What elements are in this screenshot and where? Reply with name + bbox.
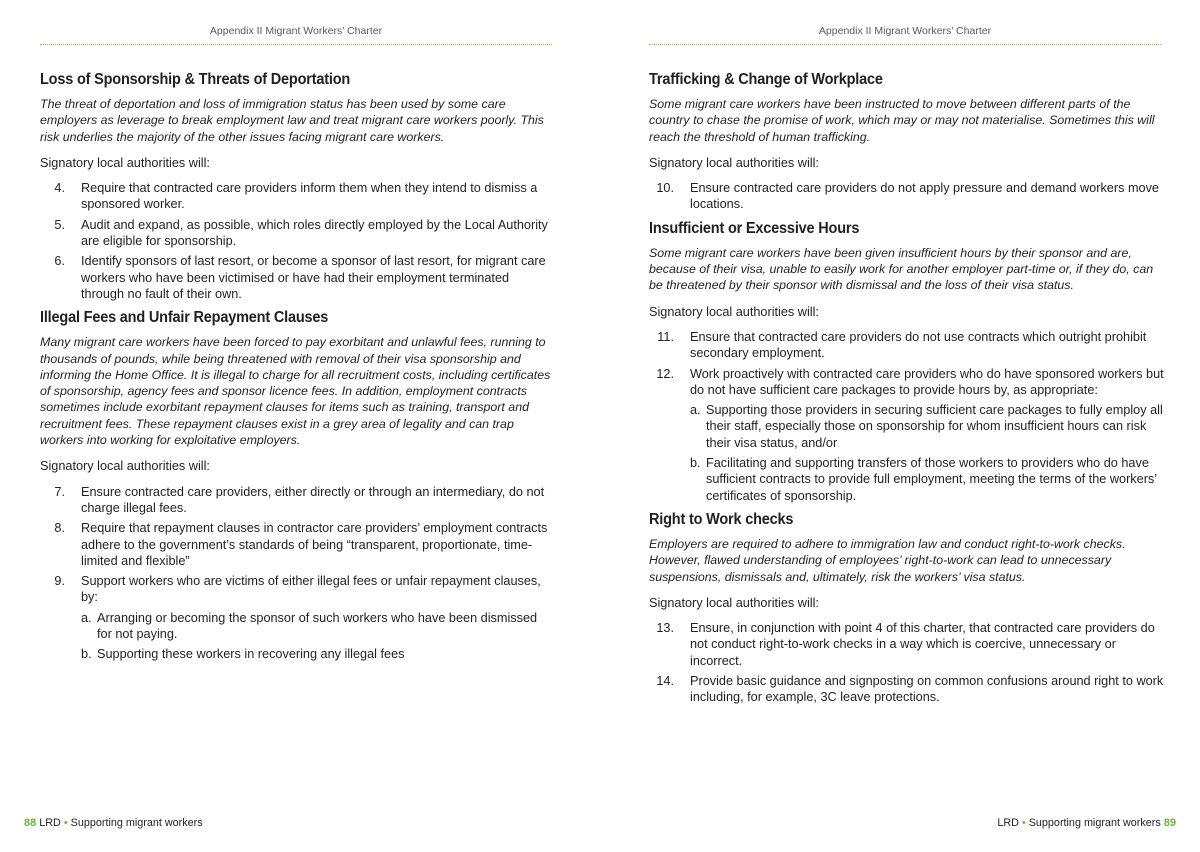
point-number: 6. — [54, 254, 65, 269]
section-intro: Employers are required to adhere to immigration law and conduct right-to-work checks. However, flawed understanding of employees’ right-to-work can lead to unnecessary suspensions, dismissals and, ultimately, risk the workers’ visa status. — [649, 536, 1126, 584]
footer-org: LRD — [997, 817, 1019, 829]
page-footer — [24, 817, 203, 829]
sub-point-letter: a. — [81, 610, 92, 625]
point-number: 10. — [656, 181, 674, 196]
left-content — [40, 70, 555, 669]
points-list — [649, 329, 1164, 504]
page-number: 89 — [1163, 817, 1176, 829]
signatory-line: Signatory local authorities will: — [649, 155, 819, 170]
point-item — [40, 253, 555, 302]
running-header: Appendix II Migrant Workers’ Charter — [209, 25, 383, 37]
point-text: Provide basic guidance and signposting on common confusions around right to work including, for example, 3C leave protections. — [690, 674, 1164, 705]
sub-point-item — [81, 646, 555, 662]
sub-point-item — [690, 455, 1164, 504]
points-list — [40, 180, 555, 302]
point-text: Identify sponsors of last resort, or become a sponsor of last resort, for migrant care workers who have been victimised or have had their employment terminated through no fault of their own. — [81, 254, 546, 301]
sub-point-item — [81, 610, 555, 643]
signatory-line: Signatory local authorities will: — [649, 595, 819, 610]
page-number: 88 — [24, 817, 37, 829]
sub-point-text: Supporting those providers in securing sufficient care packages to fully employ all their staff, especially those on sponsorship for whom insufficient hours can risk their visa status, and/or — [706, 403, 1163, 450]
point-item — [40, 180, 555, 213]
point-item — [40, 484, 555, 517]
point-number: 13. — [656, 621, 674, 636]
sub-point-text: Arranging or becoming the sponsor of such workers who have been dismissed for not paying. — [97, 610, 538, 642]
section-heading: Illegal Fees and Unfair Repayment Clauses — [40, 309, 329, 327]
point-text: Support workers who are victims of either illegal fees or unfair repayment clauses, by: — [81, 574, 541, 605]
section-intro: Some migrant care workers have been instructed to move between different parts of the country to chase the promise of work, which may or may not materialise. Sometimes this will reach the threshold of human trafficking. — [649, 97, 1155, 144]
point-number: 12. — [656, 366, 674, 381]
right-content — [649, 70, 1164, 712]
footer-title: Supporting migrant workers — [70, 817, 203, 829]
point-text: Ensure, in conjunction with point 4 of this charter, that contracted care providers do not conduct right-to-work checks in a way which is coercive, unnecessary or incorrect. — [690, 621, 1155, 668]
right-page — [600, 0, 1200, 852]
point-item — [649, 329, 1164, 362]
point-number: 9. — [54, 574, 65, 589]
footer-org: LRD — [39, 817, 61, 829]
signatory-line: Signatory local authorities will: — [649, 304, 819, 319]
sub-point-text: Supporting these workers in recovering any illegal fees — [97, 647, 405, 662]
footer-bullet: • — [1021, 817, 1026, 829]
section-intro: Some migrant care workers have been given insufficient hours by their sponsor and are, because of their visa, unable to easily work for another employer part-time or, if they do, can be threatened by their sponsor with dismissal and the loss of their visa status. — [649, 245, 1154, 293]
point-number: 4. — [54, 181, 65, 196]
signatory-line: Signatory local authorities will: — [40, 155, 210, 170]
point-text: Work proactively with contracted care providers who do have sponsored workers but do not have sufficient care packages to provide hours by, as appropriate: — [690, 366, 1164, 397]
sub-points-list — [81, 610, 555, 663]
point-item — [40, 520, 555, 569]
signatory-line: Signatory local authorities will: — [40, 459, 210, 474]
sub-point-letter: b. — [690, 456, 701, 471]
running-header: Appendix II Migrant Workers’ Charter — [818, 25, 992, 37]
point-text: Ensure that contracted care providers do not use contracts which outright prohibit secondary employment. — [690, 329, 1147, 361]
point-text: Require that contracted care providers inform them when they intend to dismiss a sponsored worker. — [81, 181, 538, 212]
point-number: 11. — [657, 329, 674, 344]
point-number: 7. — [54, 484, 65, 499]
point-item — [649, 366, 1164, 504]
header-rule — [40, 44, 552, 45]
page-footer — [997, 817, 1176, 829]
points-list — [40, 484, 555, 663]
sub-points-list — [690, 402, 1164, 504]
point-text: Ensure contracted care providers, either directly or through an intermediary, do not charge illegal fees. — [81, 484, 545, 515]
point-item — [649, 620, 1164, 669]
point-text: Audit and expand, as possible, which roles directly employed by the Local Authority are eligible for sponsorship. — [81, 217, 548, 249]
points-list — [649, 620, 1164, 705]
sub-point-item — [690, 402, 1164, 451]
sub-point-text: Facilitating and supporting transfers of those workers to providers who do have sufficient contracts to provide full employment, meeting the terms of the workers’ certificates of sponsorship. — [706, 456, 1157, 503]
point-item — [40, 217, 555, 250]
point-number: 14. — [656, 674, 674, 689]
footer-bullet: • — [63, 817, 68, 829]
section-intro: Many migrant care workers have been forced to pay exorbitant and unlawful fees, running to thousands of pounds, while being threatened with removal of their visa sponsorship and informing the Home Office. It is illegal to charge for all recruitment costs, including certificates of sponsorship, agency fees and sponsor licence fees. In addition, employment contracts sometimes include exorbitant repayment clauses for items such as training, transport and recruitment fees. These repayment clauses exist in a grey area of legality and can trap workers into working for exploitative employers. — [40, 335, 551, 448]
footer-title: Supporting migrant workers — [1028, 817, 1161, 829]
header-rule — [649, 44, 1161, 45]
section-heading: Trafficking & Change of Workplace — [649, 71, 883, 88]
point-text: Ensure contracted care providers do not apply pressure and demand workers move locations. — [690, 181, 1159, 212]
point-item — [649, 673, 1164, 706]
point-item — [649, 180, 1164, 213]
point-number: 8. — [54, 521, 65, 536]
section-heading: Loss of Sponsorship & Threats of Deportation — [40, 71, 351, 88]
sub-point-letter: a. — [690, 403, 701, 418]
point-text: Require that repayment clauses in contractor care providers’ employment contracts adhere to the government’s standards of being “transparent, proportionate, time-limited and flexible” — [81, 521, 548, 568]
points-list — [649, 180, 1164, 213]
sub-point-letter: b. — [81, 647, 92, 662]
point-number: 5. — [54, 217, 65, 232]
section-heading: Right to Work checks — [649, 510, 794, 528]
section-heading: Insufficient or Excessive Hours — [649, 219, 860, 237]
point-item — [40, 573, 555, 662]
section-intro: The threat of deportation and loss of immigration status has been used by some care employers as leverage to break employment law and treat migrant care workers poorly. This risk underlies the majority of the other issues facing migrant care workers. — [40, 97, 544, 144]
